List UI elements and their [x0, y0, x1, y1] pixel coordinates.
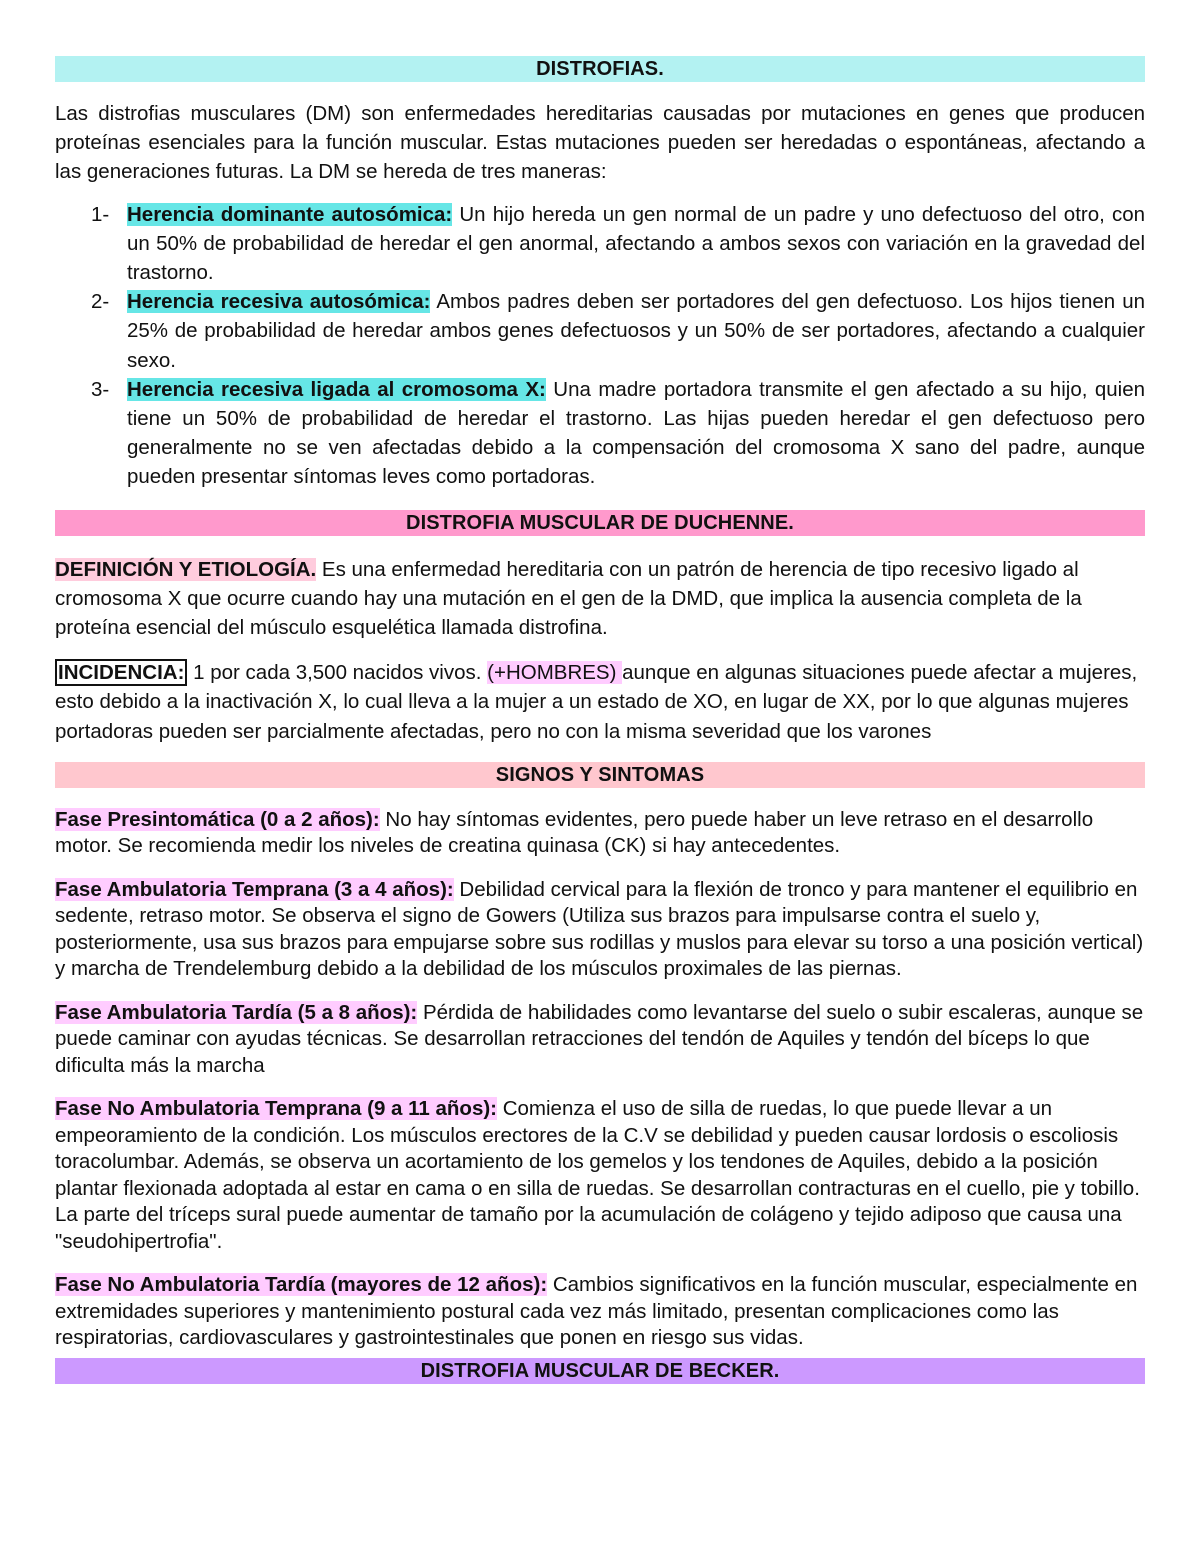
fase-no-ambulatoria-temprana — [55, 1096, 1145, 1255]
fase-paragraph — [55, 877, 1145, 983]
herencia-text: Una madre portadora transmite el gen afectado a su hijo, quien tiene un 50% de probabilidad de heredar el trastorno. Las hijas pueden heredar el gen defectuoso pero generalmente no se ven afectadas debido a la compensación del cromosoma X sano del padre, aunque pueden presentar síntomas leves como portadoras. — [127, 377, 1145, 489]
herencia-label: Herencia recesiva autosómica: — [127, 290, 431, 314]
section-title-distrofias: DISTROFIAS. — [55, 56, 1145, 82]
list-number: 3- — [91, 377, 110, 401]
list-number: 1- — [91, 202, 110, 226]
definicion-paragraph — [55, 555, 1145, 643]
intro-paragraph: Las distrofias musculares (DM) son enfermedades hereditarias causadas por mutaciones en genes que producen proteínas esenciales para la función muscular. Estas mutaciones pueden ser heredadas o espontáneas, afectando a las generaciones futuras. La DM se hereda de tres maneras: — [55, 102, 1145, 184]
herencia-item-dominante — [55, 200, 1145, 288]
herencia-item-ligada-x — [55, 375, 1145, 492]
section-title-duchenne: DISTROFIA MUSCULAR DE DUCHENNE. — [55, 510, 1145, 536]
fase-text: Debilidad cervical para la flexión de tronco y para mantener el equilibrio en sedente, retraso motor. Se observa el signo de Gowers (Utiliza sus brazos para impulsarse contra el suelo y, posteriormente, usa sus brazos para empujarse sobre sus rodillas y muslos para elevar su torso a una posición vertical) y marcha de Trendelemburg debido a la debilidad de los músculos proximales de las piernas. — [55, 877, 1144, 981]
fase-text: Cambios significativos en la función muscular, especialmente en extremidades superiores y mantenimiento postural cada vez más limitado, presentan complicaciones como las respiratorias, cardiovasculares y gastrointestinales que ponen en riesgo sus vidas. — [55, 1273, 1138, 1350]
fase-paragraph — [55, 1000, 1145, 1080]
incidencia-paragraph — [55, 658, 1145, 746]
incidencia-highlight: (+HOMBRES) — [487, 661, 623, 685]
incidencia-label: INCIDENCIA: — [55, 659, 187, 686]
fase-ambulatoria-temprana — [55, 877, 1145, 983]
herencia-label: Herencia dominante autosómica: — [127, 202, 453, 226]
fase-text: No hay síntomas evidentes, pero puede haber un leve retraso en el desarrollo motor. Se recomienda medir los niveles de creatina quinasa (CK) si hay antecedentes. — [55, 807, 1094, 858]
fase-paragraph — [55, 807, 1145, 860]
definicion-text: Es una enfermedad hereditaria con un patrón de herencia de tipo recesivo ligado al cromosoma X que ocurre cuando hay una mutación en el gen de la DMD, que implica la ausencia completa de la proteína esencial del músculo esquelética llamada distrofina. — [55, 557, 1082, 640]
fase-no-ambulatoria-tardia — [55, 1272, 1145, 1352]
fase-label: Fase Presintomática (0 a 2 años): — [55, 807, 380, 831]
fase-paragraph — [55, 1096, 1145, 1255]
fase-text: Comienza el uso de silla de ruedas, lo que puede llevar a un empeoramiento de la condición. Los músculos erectores de la C.V se debilidad y pueden causar lordosis o escoliosis toracolumbar. Además, se observa un acortamiento de los gemelos y los tendones de Aquiles, debido a la posición plantar flexionada adoptada al estar en cama o en silla de ruedas. Se desarrollan contracturas en el cuello, pie y tobillo. La parte del tríceps sural puede aumentar de tamaño por la acumulación de colágeno y tejido adiposo que causa una "seudohipertrofia". — [55, 1097, 1140, 1253]
herencia-label: Herencia recesiva ligada al cromosoma X: — [127, 377, 546, 401]
herencia-item-recesiva — [55, 287, 1145, 375]
incidencia-text-before: 1 por cada 3,500 nacidos vivos. — [187, 661, 488, 685]
fase-label: Fase No Ambulatoria Tardía (mayores de 12 años): — [55, 1273, 548, 1297]
document-page — [55, 56, 1145, 1384]
section-title-signos: SIGNOS Y SINTOMAS — [55, 762, 1145, 788]
herencia-list — [55, 200, 1145, 492]
fase-text: Pérdida de habilidades como levantarse del suelo o subir escaleras, aunque se puede caminar con ayudas técnicas. Se desarrollan retracciones del tendón de Aquiles y tendón del bíceps lo que dificulta más la marcha — [55, 1000, 1144, 1077]
fase-label: Fase Ambulatoria Tardía (5 a 8 años): — [55, 1000, 418, 1024]
fase-label: Fase No Ambulatoria Temprana (9 a 11 años): — [55, 1097, 498, 1121]
incidencia-text-after: aunque en algunas situaciones puede afectar a mujeres, esto debido a la inactivación X, lo cual lleva a la mujer a un estado de XO, en lugar de XX, por lo que algunas mujeres portadoras pueden ser parcialmente afectadas, pero no con la misma severidad que los varones — [55, 661, 1138, 743]
fase-label: Fase Ambulatoria Temprana (3 a 4 años): — [55, 877, 454, 901]
herencia-text: Ambos padres deben ser portadores del gen defectuoso. Los hijos tienen un 25% de probabilidad de heredar ambos genes defectuosos y un 50% de ser portadores, afectando a cualquier sexo. — [127, 290, 1145, 372]
fase-paragraph — [55, 1272, 1145, 1352]
list-number: 2- — [91, 290, 110, 314]
definicion-label: DEFINICIÓN Y ETIOLOGÍA. — [55, 557, 317, 581]
herencia-text: Un hijo hereda un gen normal de un padre y uno defectuoso del otro, con un 50% de probabilidad de heredar el gen anormal, afectando a ambos sexos con variación en la gravedad del trastorno. — [127, 202, 1145, 285]
section-title-becker: DISTROFIA MUSCULAR DE BECKER. — [55, 1358, 1145, 1384]
fase-ambulatoria-tardia — [55, 1000, 1145, 1080]
fase-presintomatica — [55, 807, 1145, 860]
